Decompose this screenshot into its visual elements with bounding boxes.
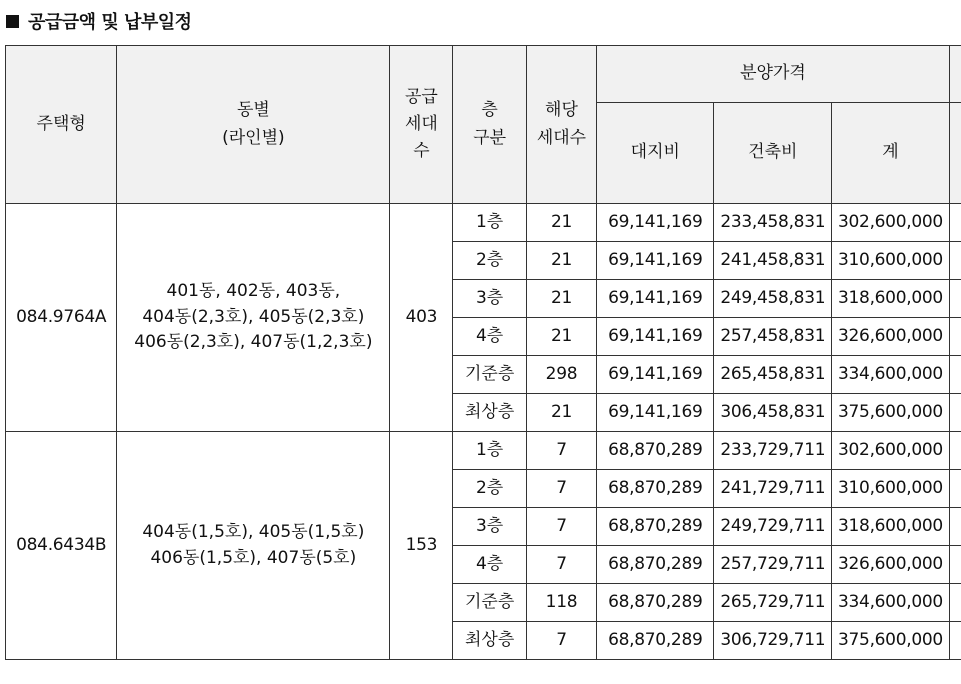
stub-cell: [949, 584, 961, 622]
stub-cell: [949, 318, 961, 356]
units-cell: 118: [526, 584, 596, 622]
header-stub: [949, 103, 961, 204]
building-cost-cell: 241,729,711: [714, 470, 832, 508]
stub-cell: [949, 470, 961, 508]
header-sale-price: 분양가격: [597, 46, 950, 103]
stub-cell: [949, 204, 961, 242]
units-cell: 7: [526, 470, 596, 508]
floor-cell: 3층: [453, 508, 526, 546]
table-row: [6, 432, 961, 470]
land-cost-cell: 69,141,169: [597, 356, 714, 394]
land-cost-cell: 68,870,289: [597, 470, 714, 508]
stub-cell: [949, 280, 961, 318]
units-cell: 7: [526, 508, 596, 546]
building-cost-cell: 233,729,711: [714, 432, 832, 470]
floor-cell: 기준층: [453, 584, 526, 622]
total-cell: 302,600,000: [832, 432, 950, 470]
floor-cell: 기준층: [453, 356, 526, 394]
black-square-icon: [6, 15, 19, 28]
floor-cell: 최상층: [453, 394, 526, 432]
land-cost-cell: 68,870,289: [597, 622, 714, 660]
total-cell: 318,600,000: [832, 280, 950, 318]
land-cost-cell: 69,141,169: [597, 204, 714, 242]
building-cost-cell: 233,458,831: [714, 204, 832, 242]
header-total: 계: [832, 103, 950, 204]
buildings-cell: 401동, 402동, 403동, 404동(2,3호), 405동(2,3호) 406동(2,3호), 407동(1,2,3호): [117, 204, 390, 432]
total-cell: 375,600,000: [832, 394, 950, 432]
header-housing-type: 주택형: [6, 46, 117, 204]
land-cost-cell: 69,141,169: [597, 242, 714, 280]
stub-cell: [949, 508, 961, 546]
building-cost-cell: 265,729,711: [714, 584, 832, 622]
building-cost-cell: 257,458,831: [714, 318, 832, 356]
stub-cell: [949, 394, 961, 432]
stub-cell: [949, 546, 961, 584]
units-cell: 7: [526, 432, 596, 470]
price-table-body: [6, 204, 961, 660]
building-cost-cell: 257,729,711: [714, 546, 832, 584]
total-cell: 310,600,000: [832, 242, 950, 280]
stub-cell: [949, 356, 961, 394]
floor-cell: 4층: [453, 318, 526, 356]
land-cost-cell: 69,141,169: [597, 318, 714, 356]
building-cost-cell: 306,458,831: [714, 394, 832, 432]
floor-cell: 3층: [453, 280, 526, 318]
total-cell: 334,600,000: [832, 356, 950, 394]
land-cost-cell: 68,870,289: [597, 432, 714, 470]
floor-cell: 4층: [453, 546, 526, 584]
stub-cell: [949, 622, 961, 660]
units-cell: 7: [526, 546, 596, 584]
total-cell: 318,600,000: [832, 508, 950, 546]
building-cost-cell: 241,458,831: [714, 242, 832, 280]
units-cell: 21: [526, 318, 596, 356]
section-title: [6, 8, 192, 34]
building-cost-cell: 306,729,711: [714, 622, 832, 660]
table-row: [6, 204, 961, 242]
total-cell: 375,600,000: [832, 622, 950, 660]
header-land-cost: 대지비: [597, 103, 714, 204]
section-title-text: 공급금액 및 납부일정: [28, 12, 192, 33]
land-cost-cell: 69,141,169: [597, 394, 714, 432]
total-cell: 310,600,000: [832, 470, 950, 508]
building-cost-cell: 249,458,831: [714, 280, 832, 318]
land-cost-cell: 68,870,289: [597, 508, 714, 546]
housing-type-cell: 084.9764A: [6, 204, 117, 432]
units-cell: 7: [526, 622, 596, 660]
floor-cell: 1층: [453, 432, 526, 470]
total-cell: 326,600,000: [832, 546, 950, 584]
total-cell: 326,600,000: [832, 318, 950, 356]
housing-type-cell: 084.6434B: [6, 432, 117, 660]
header-supply-units: 공급 세대 수: [390, 46, 453, 204]
building-cost-cell: 249,729,711: [714, 508, 832, 546]
supply-units-cell: 403: [390, 204, 453, 432]
buildings-cell: 404동(1,5호), 405동(1,5호) 406동(1,5호), 407동(5호): [117, 432, 390, 660]
price-table: [5, 45, 961, 660]
units-cell: 21: [526, 242, 596, 280]
floor-cell: 최상층: [453, 622, 526, 660]
stub-cell: [949, 242, 961, 280]
total-cell: 302,600,000: [832, 204, 950, 242]
header-applicable-units: 해당 세대수: [526, 46, 596, 204]
land-cost-cell: 69,141,169: [597, 280, 714, 318]
floor-cell: 1층: [453, 204, 526, 242]
land-cost-cell: 68,870,289: [597, 546, 714, 584]
header-building-cost: 건축비: [714, 103, 832, 204]
stub-cell: [949, 432, 961, 470]
floor-cell: 2층: [453, 470, 526, 508]
units-cell: 298: [526, 356, 596, 394]
header-floor-group: 층 구분: [453, 46, 526, 204]
units-cell: 21: [526, 280, 596, 318]
floor-cell: 2층: [453, 242, 526, 280]
supply-units-cell: 153: [390, 432, 453, 660]
header-stub: [949, 46, 961, 103]
total-cell: 334,600,000: [832, 584, 950, 622]
units-cell: 21: [526, 204, 596, 242]
units-cell: 21: [526, 394, 596, 432]
land-cost-cell: 68,870,289: [597, 584, 714, 622]
header-building-line: 동별 (라인별): [117, 46, 390, 204]
building-cost-cell: 265,458,831: [714, 356, 832, 394]
